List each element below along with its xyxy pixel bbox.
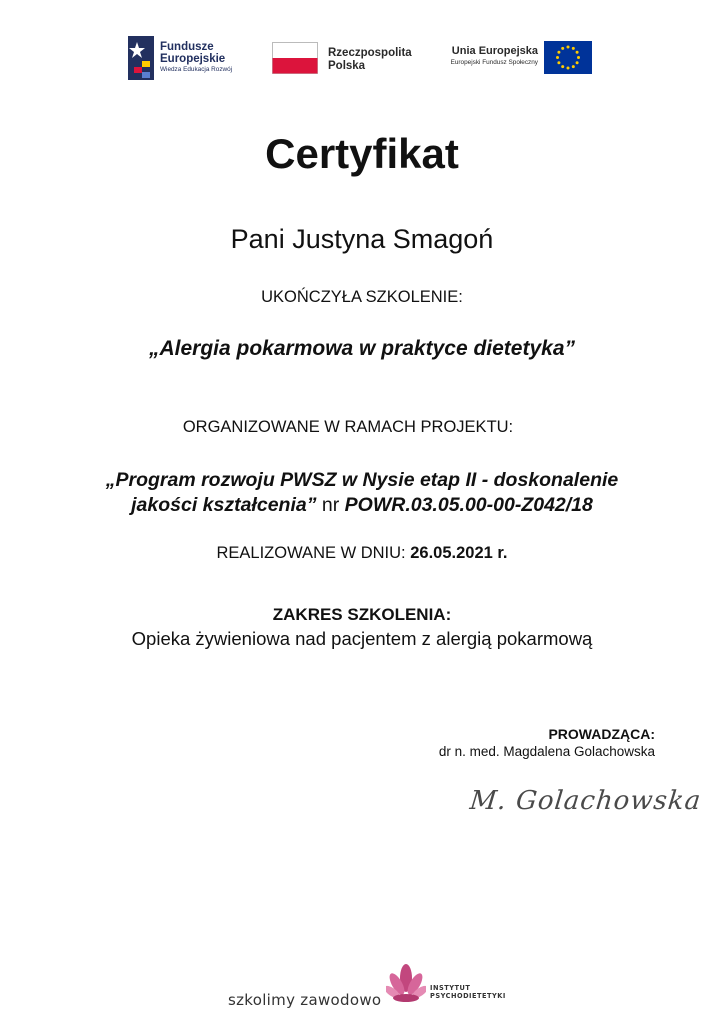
lead-label: PROWADZĄCA: (548, 726, 655, 742)
logo-unia-europejska (436, 40, 596, 76)
signature: M. Golachowska (468, 786, 703, 816)
completed-label: UKOŃCZYŁA SZKOLENIE: (261, 288, 463, 306)
lotus-logo-icon (386, 962, 426, 1006)
project-label: ORGANIZOWANE W RAMACH PROJEKTU: (182, 418, 514, 436)
org-name (430, 985, 506, 1001)
logo-fundusze-europejskie (128, 36, 248, 80)
polish-flag-icon (272, 42, 318, 74)
training-title: „Alergia pokarmowa w praktyce dietetyka” (149, 337, 575, 360)
org-name-line2: PSYCHODIETETYKI (430, 991, 506, 1000)
certificate-title: Certyfikat (265, 130, 459, 177)
lead-name: dr n. med. Magdalena Golachowska (438, 744, 655, 759)
project-line2 (0, 493, 724, 518)
logo-rzeczpospolita-polska (272, 42, 412, 76)
ue-subtitle: Europejski Fundusz Społeczny (450, 59, 538, 66)
org-name-line1: INSTYTUT (430, 984, 471, 992)
rp-title-line1: Rzeczpospolita (328, 47, 412, 59)
fe-title-line1: Fundusze (160, 41, 214, 53)
date-value: 26.05.2021 r. (410, 544, 508, 562)
project-line1: „Program rozwoju PWSZ w Nysie etap II - doskonalenie (105, 469, 619, 491)
footer-slogan: szkolimy zawodowo (228, 991, 382, 1009)
ue-title: Unia Europejska (451, 45, 538, 57)
project-nr: nr (316, 494, 345, 516)
recipient-name: Pani Justyna Smagoń (230, 224, 494, 254)
scope-label: ZAKRES SZKOLENIA: (272, 605, 452, 624)
fe-subtitle: Wiedza Edukacja Rozwój (160, 66, 233, 73)
fe-title-line2: Europejskie (160, 53, 226, 65)
project-number: POWR.03.05.00-00-Z042/18 (344, 494, 593, 516)
date-line (0, 544, 724, 563)
fe-star-icon (128, 36, 154, 80)
eu-flag-icon (544, 41, 592, 74)
project-line2-title: jakości kształcenia” (131, 494, 317, 516)
project-description (0, 468, 724, 518)
rp-title-line2: Polska (328, 60, 366, 72)
date-label: REALIZOWANE W DNIU: (216, 544, 411, 562)
scope-value: Opieka żywieniowa nad pacjentem z alergią pokarmową (131, 628, 593, 649)
